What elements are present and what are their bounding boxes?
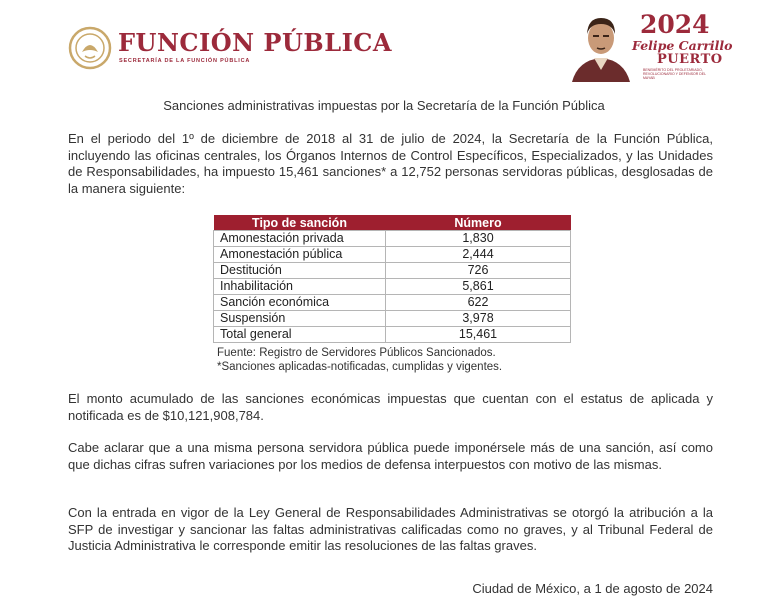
column-header-type: Tipo de sanción bbox=[214, 215, 386, 231]
sanction-count-cell: 2,444 bbox=[386, 247, 571, 263]
table-row bbox=[214, 311, 571, 327]
year-logo-name-line1: Felipe Carrillo bbox=[632, 38, 733, 53]
sanction-type-cell: Suspensión bbox=[214, 311, 386, 327]
sanction-type-cell: Sanción económica bbox=[214, 295, 386, 311]
sanction-type-cell: Amonestación privada bbox=[214, 231, 386, 247]
table-row bbox=[214, 295, 571, 311]
document-title: Sanciones administrativas impuestas por la Secretaría de la Función Pública bbox=[163, 98, 605, 113]
date-line: Ciudad de México, a 1 de agosto de 2024 bbox=[472, 581, 713, 596]
economic-sanctions-paragraph: El monto acumulado de las sanciones económicas impuestas que cuentan con el estatus de aplicada y notificada es de $10,121,908,784. bbox=[68, 391, 713, 423]
org-title: FUNCIÓN PÚBLICA bbox=[118, 28, 393, 57]
footnote: *Sanciones aplicadas-notificadas, cumplidas y vigentes. bbox=[217, 361, 503, 373]
table-row bbox=[214, 279, 571, 295]
sanction-count-cell: 622 bbox=[386, 295, 571, 311]
year-logo-name-line2: PUERTO bbox=[657, 52, 723, 67]
portrait-icon bbox=[568, 8, 634, 84]
sanction-count-cell: 3,978 bbox=[386, 311, 571, 327]
clarification-paragraph: Cabe aclarar que a una misma persona servidora pública puede imponérsele más de una sanción, así como que dichas cifras sufren variaciones por los medios de defensa interpuestos con motivo de las mismas. bbox=[68, 440, 713, 472]
sanction-count-cell: 5,861 bbox=[386, 279, 571, 295]
year-logo-year: 2024 bbox=[640, 10, 710, 39]
year-logo-tagline: BENEMÉRITO DEL PROLETARIADO, REVOLUCIONARIO Y DEFENSOR DEL MAYAB bbox=[643, 68, 706, 80]
table-row bbox=[214, 231, 571, 247]
table-row bbox=[214, 263, 571, 279]
source-note: Fuente: Registro de Servidores Públicos Sancionados. bbox=[217, 347, 496, 359]
sanctions-table bbox=[213, 215, 571, 343]
table-total-row bbox=[214, 327, 571, 343]
column-header-number: Número bbox=[386, 215, 571, 231]
sanction-type-cell: Inhabilitación bbox=[214, 279, 386, 295]
sanction-type-cell: Destitución bbox=[214, 263, 386, 279]
sanction-count-cell: 1,830 bbox=[386, 231, 571, 247]
sanction-type-cell: Amonestación pública bbox=[214, 247, 386, 263]
intro-paragraph: En el periodo del 1º de diciembre de 2018 al 31 de julio de 2024, la Secretaría de la Función Pública, incluyendo las oficinas centrales, los Órganos Internos de Control Específicos, Especializados, y las Unidades de Responsabilidades, ha impuesto 15,461 sanciones* a 12,752 personas servidoras públicas, desglosadas de la manera siguiente: bbox=[68, 131, 713, 196]
total-label-cell: Total general bbox=[214, 327, 386, 343]
table-row bbox=[214, 247, 571, 263]
sanction-count-cell: 726 bbox=[386, 263, 571, 279]
law-paragraph: Con la entrada en vigor de la Ley General de Responsabilidades Administrativas se otorgó la atribución a la SFP de investigar y sancionar las faltas administrativas calificadas como no graves, y al Tribunal Federal de Justicia Administrativa le corresponde emitir las resoluciones de las faltas graves. bbox=[68, 505, 713, 553]
total-count-cell: 15,461 bbox=[386, 327, 571, 343]
letterhead bbox=[0, 0, 768, 90]
table-header-row bbox=[214, 215, 571, 231]
org-subtitle: SECRETARÍA DE LA FUNCIÓN PÚBLICA bbox=[119, 58, 251, 64]
national-seal-icon bbox=[68, 26, 112, 70]
